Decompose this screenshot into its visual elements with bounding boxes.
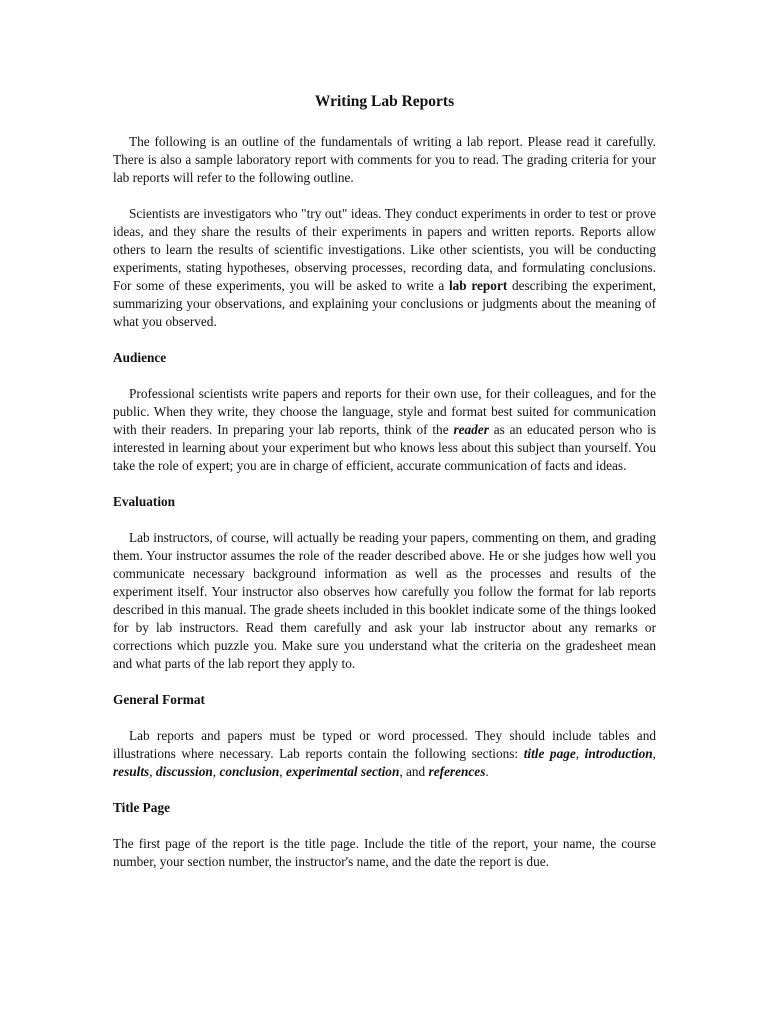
audience-heading: Audience (113, 350, 167, 365)
intro-paragraph-2 (113, 205, 656, 331)
reader-term: reader (453, 422, 489, 437)
section-experimental: experimental section (285, 764, 400, 779)
document-title: Writing Lab Reports (314, 93, 455, 110)
general-format-heading: General Format (113, 692, 205, 707)
separator-1: , (575, 746, 585, 761)
title-page-paragraph: The first page of the report is the title page. Include the title of the report, your name, the course number, your section number, the instructor's name, and the date the report is due. (113, 836, 656, 869)
section-title-page: title page (523, 746, 576, 761)
evaluation-heading: Evaluation (113, 494, 176, 509)
evaluation-paragraph: Lab instructors, of course, will actually be reading your papers, commenting on them, and grading them. Your instructor assumes the role of the reader described above. He or she judges how well you communicate necessary background information as well as the processes and results of the experiment itself. Your instructor also observes how carefully you follow the format for lab reports described in this manual. The grade sheets included in this booklet indicate some of the things looked for by lab instructors. Read them carefully and ask your lab instructor about any remarks or corrections which puzzle you. Make sure you understand what the criteria on the gradesheet mean and what parts of the lab report they apply to. (113, 530, 656, 671)
document-page (113, 92, 656, 889)
separator-4: , (212, 764, 220, 779)
separator-5: , (279, 764, 286, 779)
section-introduction: introduction (584, 746, 653, 761)
section-discussion: discussion (155, 764, 213, 779)
sentence-end: . (485, 764, 489, 779)
section-conclusion: conclusion (219, 764, 280, 779)
intro-paragraph-2-text-b: describing the experiment, summarizing your observations, and explaining your conclusions or judgments about the meaning of what you observed. (113, 278, 656, 329)
intro-paragraph-2-text-a: Scientists are investigators who "try out" ideas. They conduct experiments in order to test or prove ideas, and they share the results of their experiments in papers and written reports. Reports allow others to learn the results of scientific investigations. Like other scientists, you will be conducting experiments, stating hypotheses, observing processes, recording data, and formulating conclusions. For some of these experiments, you will be asked to write a (113, 206, 656, 293)
audience-text-a: Professional scientists write papers and reports for their own use, for their colleagues, and for the public. When they write, they choose the language, style and format best suited for communication with their readers. In preparing your lab reports, think of the (113, 386, 656, 437)
intro-paragraph-1: The following is an outline of the fundamentals of writing a lab report. Please read it carefully. There is also a sample laboratory report with comments for you to read. The grading criteria for your lab reports will refer to the following outline. (113, 134, 656, 185)
section-results: results (113, 764, 150, 779)
general-format-text: Lab reports and papers must be typed or word processed. They should include tables and illustrations where necessary. Lab reports contain the following sections: (113, 728, 656, 761)
audience-text-b: as an educated person who is interested in learning about your experiment but who knows less about this subject than yourself. You take the role of expert; you are in charge of efficient, accurate communication of facts and ideas. (113, 422, 656, 473)
section-references: references (428, 764, 486, 779)
audience-paragraph (113, 385, 656, 475)
lab-report-term: lab report (448, 278, 508, 293)
separator-2: , (652, 746, 656, 761)
separator-6: , and (399, 764, 429, 779)
general-format-paragraph (113, 727, 656, 781)
title-page-heading: Title Page (113, 800, 170, 815)
separator-3: , (149, 764, 156, 779)
